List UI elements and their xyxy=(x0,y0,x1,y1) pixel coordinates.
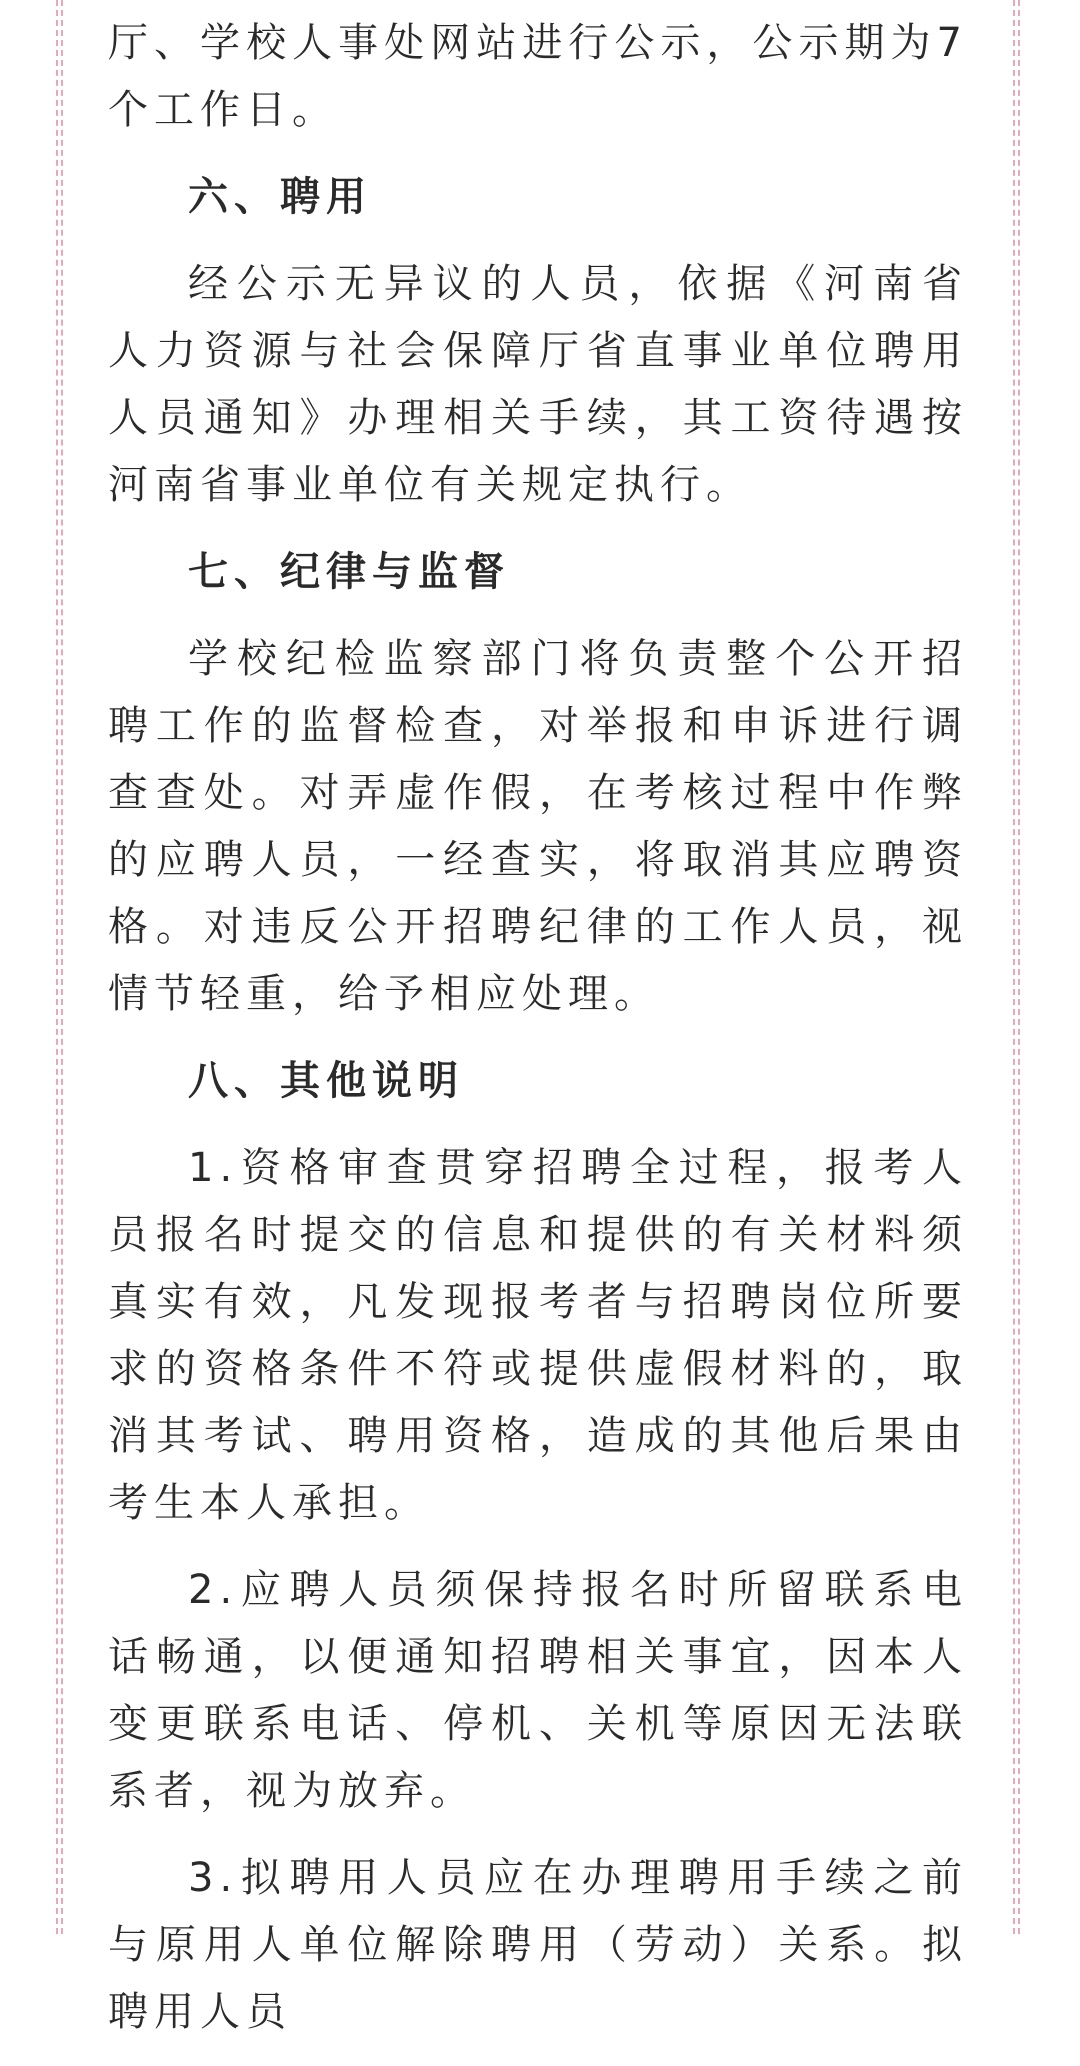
article-body xyxy=(108,10,968,2066)
section-6-heading: 六、聘用 xyxy=(188,174,372,220)
decorative-border-left xyxy=(56,0,63,1934)
section-7-heading: 七、纪律与监督 xyxy=(188,549,510,595)
section-7-body: 学校纪检监察部门将负责整个公开招聘工作的监督检查，对举报和申诉进行调查查处。对弄虚作假，在考核过程中作弊的应聘人员，一经查实，将取消其应聘资格。对违反公开招聘纪律的工作人员，视情节轻重，给予相应处理。 xyxy=(108,636,968,1017)
section-6-body: 经公示无异议的人员，依据《河南省人力资源与社会保障厅省直事业单位聘用人员通知》办理相关手续，其工资待遇按河南省事业单位有关规定执行。 xyxy=(108,261,968,508)
decorative-border-right xyxy=(1013,0,1020,1934)
section-8-item-3: 3.拟聘用人员应在办理聘用手续之前与原用人单位解除聘用（劳动）关系。拟聘用人员 xyxy=(108,1855,968,2035)
intro-tail-paragraph: 厅、学校人事处网站进行公示，公示期为7个工作日。 xyxy=(108,20,968,133)
section-8-item-2: 2.应聘人员须保持报名时所留联系电话畅通，以便通知招聘相关事宜，因本人变更联系电话、停机、关机等原因无法联系者，视为放弃。 xyxy=(108,1567,968,1814)
section-8-item-1: 1.资格审查贯穿招聘全过程，报考人员报名时提交的信息和提供的有关材料须真实有效，凡发现报考者与招聘岗位所要求的资格条件不符或提供虚假材料的，取消其考试、聘用资格，造成的其他后果由考生本人承担。 xyxy=(108,1145,968,1526)
section-8-heading: 八、其他说明 xyxy=(188,1058,464,1104)
